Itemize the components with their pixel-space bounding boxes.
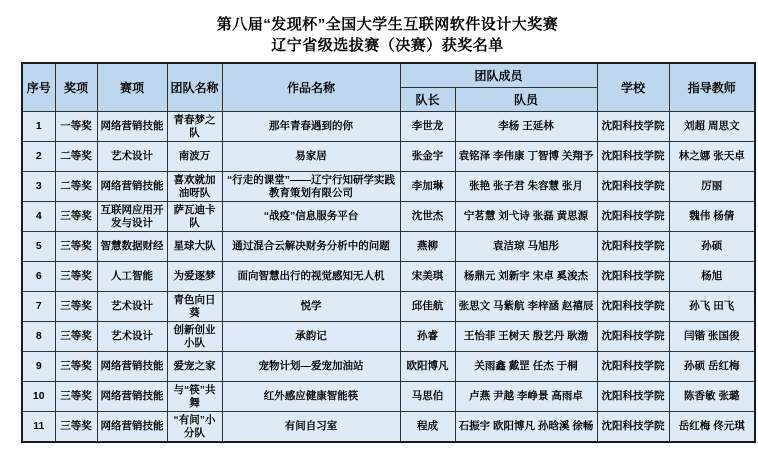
cell-captain: 张金宇	[400, 142, 455, 172]
header-school: 学校	[597, 63, 669, 112]
cell-award: 三等奖	[55, 382, 97, 412]
table-row	[22, 322, 755, 352]
cell-school: 沈阳科技学院	[597, 232, 669, 262]
table-row	[22, 172, 755, 202]
cell-index: 3	[22, 172, 55, 202]
cell-team: 喜欢就加油呀队	[167, 172, 222, 202]
table-row	[22, 412, 755, 443]
cell-award: 三等奖	[55, 352, 97, 382]
cell-members: 石振宇 欧阳博凡 孙晗溪 徐畅	[455, 412, 597, 443]
cell-index: 8	[22, 322, 55, 352]
table-row	[22, 382, 755, 412]
cell-team: 创新创业小队	[167, 322, 222, 352]
table-row	[22, 352, 755, 382]
cell-event: 网络营销技能	[97, 412, 167, 443]
cell-index: 1	[22, 112, 55, 142]
cell-members: 王怡菲 王树天 殷艺丹 耿渤	[455, 322, 597, 352]
cell-team: 爱宠之家	[167, 352, 222, 382]
cell-index: 6	[22, 262, 55, 292]
cell-team: 南波万	[167, 142, 222, 172]
cell-work: 易家居	[222, 142, 400, 172]
cell-event: 网络营销技能	[97, 382, 167, 412]
table-row	[22, 142, 755, 172]
cell-event: 互联网应用开发与设计	[97, 202, 167, 232]
cell-team: 与“筷”共舞	[167, 382, 222, 412]
cell-captain: 李加琳	[400, 172, 455, 202]
cell-members: 关雨鑫 戴罡 任杰 于桐	[455, 352, 597, 382]
header-advisor: 指导教师	[669, 63, 755, 112]
cell-advisor: 孙硕 岳红梅	[669, 352, 755, 382]
cell-advisor: 林之娜 张天卓	[669, 142, 755, 172]
cell-award: 三等奖	[55, 232, 97, 262]
cell-index: 10	[22, 382, 55, 412]
cell-award: 一等奖	[55, 112, 97, 142]
cell-members: 宁茗慧 刘弋诗 张磊 黄思源	[455, 202, 597, 232]
cell-team: 青色向日葵	[167, 292, 222, 322]
cell-advisor: 陈香敏 张璐	[669, 382, 755, 412]
cell-advisor: 杨旭	[669, 262, 755, 292]
cell-team: 星球大队	[167, 232, 222, 262]
cell-school: 沈阳科技学院	[597, 142, 669, 172]
cell-index: 4	[22, 202, 55, 232]
cell-advisor: 魏伟 杨倩	[669, 202, 755, 232]
cell-work: 红外感应健康智能筷	[222, 382, 400, 412]
cell-work: 有间自习室	[222, 412, 400, 443]
cell-work: 通过混合云解决财务分析中的问题	[222, 232, 400, 262]
cell-school: 沈阳科技学院	[597, 112, 669, 142]
table-header	[22, 63, 755, 112]
cell-advisor: 孙硕	[669, 232, 755, 262]
cell-event: 网络营销技能	[97, 172, 167, 202]
awards-table	[21, 62, 756, 443]
cell-event: 网络营销技能	[97, 352, 167, 382]
cell-captain: 沈世杰	[400, 202, 455, 232]
cell-captain: 燕柳	[400, 232, 455, 262]
cell-captain: 马思伯	[400, 382, 455, 412]
cell-members: 张思文 马紫航 李梓涵 赵禧辰	[455, 292, 597, 322]
cell-award: 三等奖	[55, 322, 97, 352]
cell-index: 2	[22, 142, 55, 172]
cell-advisor: 岳红梅 佟元琪	[669, 412, 755, 443]
cell-advisor: 刘超 周思文	[669, 112, 755, 142]
cell-award: 三等奖	[55, 292, 97, 322]
cell-team: 萨瓦迪卡队	[167, 202, 222, 232]
cell-school: 沈阳科技学院	[597, 322, 669, 352]
cell-award: 三等奖	[55, 202, 97, 232]
cell-school: 沈阳科技学院	[597, 352, 669, 382]
table-row	[22, 262, 755, 292]
cell-team: 青春梦之队	[167, 112, 222, 142]
cell-work: 那年青春遇到的你	[222, 112, 400, 142]
cell-school: 沈阳科技学院	[597, 202, 669, 232]
header-members-group: 团队成员	[400, 63, 597, 88]
cell-award: 二等奖	[55, 172, 97, 202]
cell-captain: 宋美琪	[400, 262, 455, 292]
header-index: 序号	[22, 63, 55, 112]
cell-work: 承韵记	[222, 322, 400, 352]
cell-captain: 欧阳博凡	[400, 352, 455, 382]
table-row	[22, 112, 755, 142]
cell-school: 沈阳科技学院	[597, 172, 669, 202]
cell-work: 面向智慧出行的视觉感知无人机	[222, 262, 400, 292]
cell-award: 三等奖	[55, 262, 97, 292]
cell-school: 沈阳科技学院	[597, 292, 669, 322]
cell-school: 沈阳科技学院	[597, 262, 669, 292]
cell-advisor: 孙飞 田飞	[669, 292, 755, 322]
cell-advisor: 厉丽	[669, 172, 755, 202]
table-row	[22, 232, 755, 262]
cell-event: 智慧数据财经	[97, 232, 167, 262]
cell-advisor: 闫锴 张国俊	[669, 322, 755, 352]
cell-members: 袁铭泽 李伟康 丁智博 关翔予	[455, 142, 597, 172]
title-line-2: 辽宁省级选拔赛（决赛）获奖名单	[271, 37, 504, 54]
cell-work: “战疫”信息服务平台	[222, 202, 400, 232]
cell-team: “有间”小分队	[167, 412, 222, 443]
cell-captain: 李世龙	[400, 112, 455, 142]
cell-work: 宠物计划—爱宠加油站	[222, 352, 400, 382]
cell-award: 三等奖	[55, 412, 97, 443]
cell-captain: 邱佳航	[400, 292, 455, 322]
table-row	[22, 292, 755, 322]
page	[0, 14, 758, 455]
cell-index: 11	[22, 412, 55, 443]
cell-members: 卢燕 尹越 李峥景 高雨卓	[455, 382, 597, 412]
header-event: 赛项	[97, 63, 167, 112]
document-title	[21, 14, 754, 56]
cell-members: 张艳 张子君 朱容慧 张月	[455, 172, 597, 202]
cell-event: 网络营销技能	[97, 112, 167, 142]
cell-index: 9	[22, 352, 55, 382]
cell-captain: 孙睿	[400, 322, 455, 352]
cell-event: 人工智能	[97, 262, 167, 292]
cell-school: 沈阳科技学院	[597, 382, 669, 412]
cell-work: 悦学	[222, 292, 400, 322]
cell-captain: 程成	[400, 412, 455, 443]
cell-award: 二等奖	[55, 142, 97, 172]
cell-work: “行走的课堂”——辽宁行知研学实践教育策划有限公司	[222, 172, 400, 202]
cell-index: 5	[22, 232, 55, 262]
cell-members: 袁洁琼 马旭彤	[455, 232, 597, 262]
cell-event: 艺术设计	[97, 292, 167, 322]
cell-event: 艺术设计	[97, 142, 167, 172]
table-body	[22, 112, 755, 443]
header-members: 队员	[455, 88, 597, 112]
cell-members: 杨鼎元 刘新宇 宋卓 奚浚杰	[455, 262, 597, 292]
header-team: 团队名称	[167, 63, 222, 112]
header-captain: 队长	[400, 88, 455, 112]
cell-team: 为爱逐梦	[167, 262, 222, 292]
cell-members: 李杨 王延林	[455, 112, 597, 142]
title-line-1: 第八届“发现杯”全国大学生互联网软件设计大奖赛	[216, 16, 559, 33]
header-award: 奖项	[55, 63, 97, 112]
cell-index: 7	[22, 292, 55, 322]
header-work: 作品名称	[222, 63, 400, 112]
cell-school: 沈阳科技学院	[597, 412, 669, 443]
cell-event: 艺术设计	[97, 322, 167, 352]
table-row	[22, 202, 755, 232]
